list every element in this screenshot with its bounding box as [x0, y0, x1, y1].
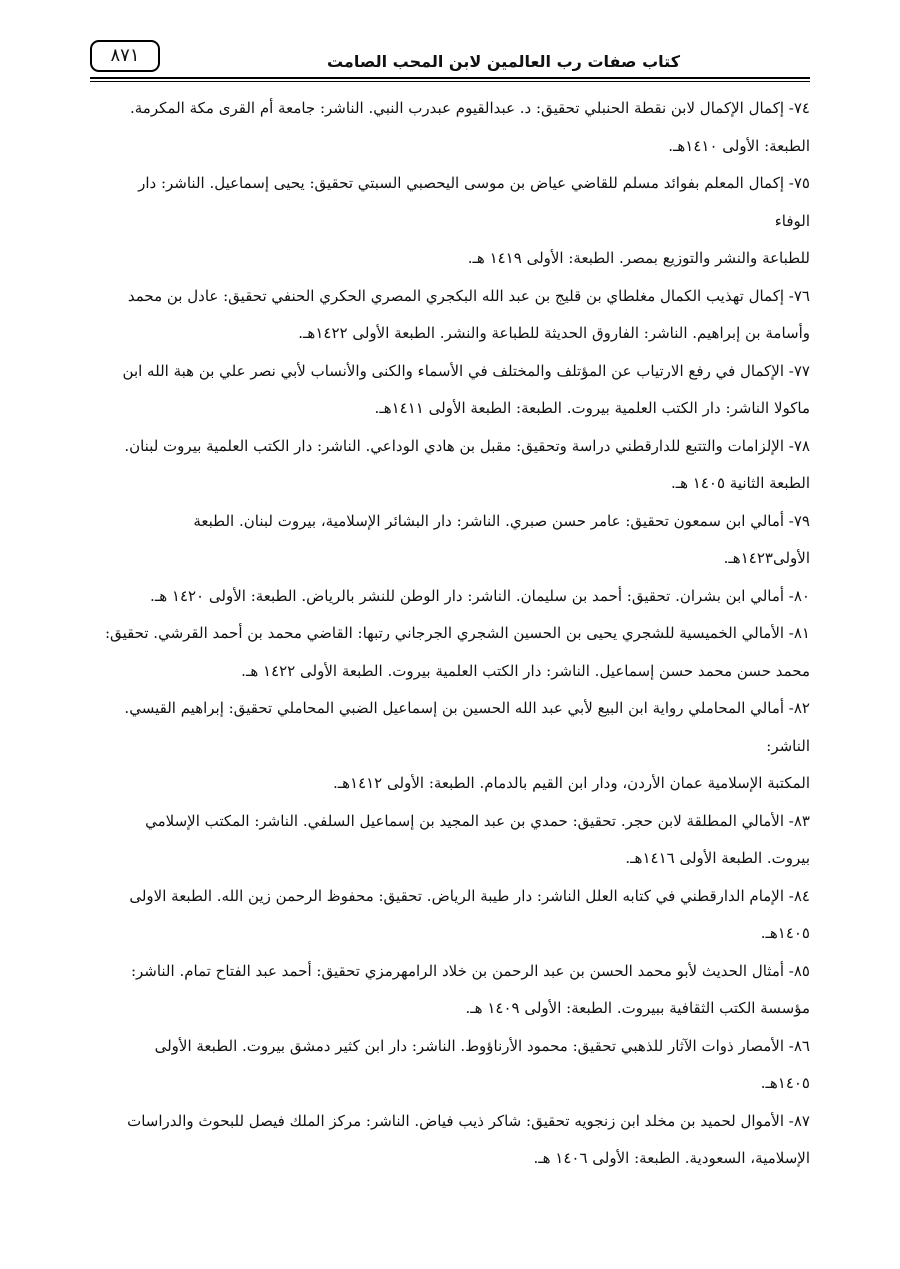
reference-entry-continuation: بيروت. الطبعة الأولى ١٤١٦هـ. — [625, 849, 810, 867]
reference-entry: ٨٣- الأمالي المطلقة لابن حجر. تحقيق: حمدي بن عبد المجيد بن إسماعيل السلفي. الناشر: المكتب الإسلامي — [145, 811, 810, 830]
reference-entry: ٧٥- إكمال المعلم بفوائد مسلم للقاضي عياض بن موسى اليحصبي السبتي تحقيق: يحيى إسماعيل. الناشر: دار الوفاء — [138, 174, 810, 230]
reference-entry: ٧٨- الإلزامات والتتبع للدارقطني دراسة وتحقيق: مقبل بن هادي الوداعي. الناشر: دار الكتب العلمية بيروت لبنان. — [124, 436, 810, 455]
reference-entry-continuation: الإسلامية، السعودية. الطبعة: الأولى ١٤٠٦ هـ. — [533, 1149, 810, 1167]
reference-entry-continuation: للطباعة والنشر والتوزيع بمصر. الطبعة: الأولى ١٤١٩ هـ. — [467, 249, 810, 267]
header-rule-thin — [90, 81, 810, 82]
reference-entry: ٧٧- الإكمال في رفع الارتياب عن المؤتلف والمختلف في الأسماء والكنى والأنساب لأبي نصر علي بن هبة الله ابن — [122, 361, 810, 380]
reference-entry-continuation: ماكولا الناشر: دار الكتب العلمية بيروت. الطبعة: الطبعة الأولى ١٤١١هـ. — [374, 399, 810, 417]
header-rule — [90, 77, 810, 79]
reference-entry: ٧٩- أمالي ابن سمعون تحقيق: عامر حسن صبري. الناشر: دار البشائر الإسلامية، بيروت لبنان. الطبعة — [193, 511, 810, 530]
reference-entry: ٨٢- أمالي المحاملي رواية ابن البيع لأبي عبد الله الحسين بن إسماعيل الضبي المحاملي تحقيق: إبراهيم القيسي. الناشر: — [124, 699, 810, 755]
reference-entry-continuation: الأولى١٤٢٣هـ. — [723, 549, 810, 567]
reference-entry-continuation: ١٤٠٥هـ. — [760, 1074, 810, 1092]
reference-entry: ٨٦- الأمصار ذوات الآثار للذهبي تحقيق: محمود الأرناؤوط. الناشر: دار ابن كثير دمشق بيروت. الطبعة الأولى — [154, 1036, 810, 1055]
reference-entry: ٧٦- إكمال تهذيب الكمال مغلطاي بن قليج بن عبد الله البكجري المصري الحكري الحنفي تحقيق: عادل بن محمد — [127, 286, 810, 305]
reference-entry-continuation: الطبعة الثانية ١٤٠٥ هـ. — [670, 474, 810, 492]
reference-entry: ٨٥- أمثال الحديث لأبو محمد الحسن بن عبد الرحمن بن خلاد الرامهرمزي تحقيق: أحمد عبد الفتاح تمام. الناشر: — [130, 961, 810, 980]
reference-entry-continuation: الطبعة: الأولى ١٤١٠هـ. — [668, 136, 810, 155]
reference-entry-continuation: ١٤٠٥هـ. — [760, 924, 810, 942]
page-header — [90, 40, 810, 80]
reference-entry: ٨٤- الإمام الدارقطني في كتابه العلل الناشر: دار طيبة الرياض. تحقيق: محفوظ الرحمن زين الله. الطبعة الاولى — [129, 886, 810, 905]
book-title: كتاب صفات رب العالمين لابن المحب الصامت — [326, 52, 680, 71]
reference-entry-continuation: محمد حسن محمد حسن إسماعيل. الناشر: دار الكتب العلمية بيروت. الطبعة الأولى ١٤٢٢ هـ. — [241, 661, 810, 680]
page-number-badge: ٨٧١ — [90, 40, 160, 72]
reference-entry-continuation: المكتبة الإسلامية عمان الأردن، ودار ابن القيم بالدمام. الطبعة: الأولى ١٤١٢هـ. — [332, 774, 810, 792]
reference-entry: ٨٠- أمالي ابن بشران. تحقيق: أحمد بن سليمان. الناشر: دار الوطن للنشر بالرياض. الطبعة: الأولى ١٤٢٠ هـ. — [150, 586, 810, 605]
reference-entry: ٧٤- إكمال الإكمال لابن نقطة الحنبلي تحقيق: د. عبدالقيوم عبدرب النبي. الناشر: جامعة أم القرى مكة المكرمة. — [130, 99, 810, 117]
reference-entry-continuation: مؤسسة الكتب الثقافية ببيروت. الطبعة: الأولى ١٤٠٩ هـ. — [465, 999, 810, 1017]
references-list — [105, 90, 810, 1178]
reference-entry-continuation: وأسامة بن إبراهيم. الناشر: الفاروق الحديثة للطباعة والنشر. الطبعة الأولى ١٤٢٢هـ. — [298, 324, 810, 342]
reference-entry: ٨٧- الأموال لحميد بن مخلد ابن زنجويه تحقيق: شاكر ذيب فياض. الناشر: مركز الملك فيصل للبحوث والدراسات — [127, 1111, 810, 1130]
reference-entry: ٨١- الأمالي الخميسية للشجري يحيى بن الحسين الشجري الجرجاني رتبها: القاضي محمد بن أحمد القرشي. تحقيق: — [105, 624, 810, 642]
